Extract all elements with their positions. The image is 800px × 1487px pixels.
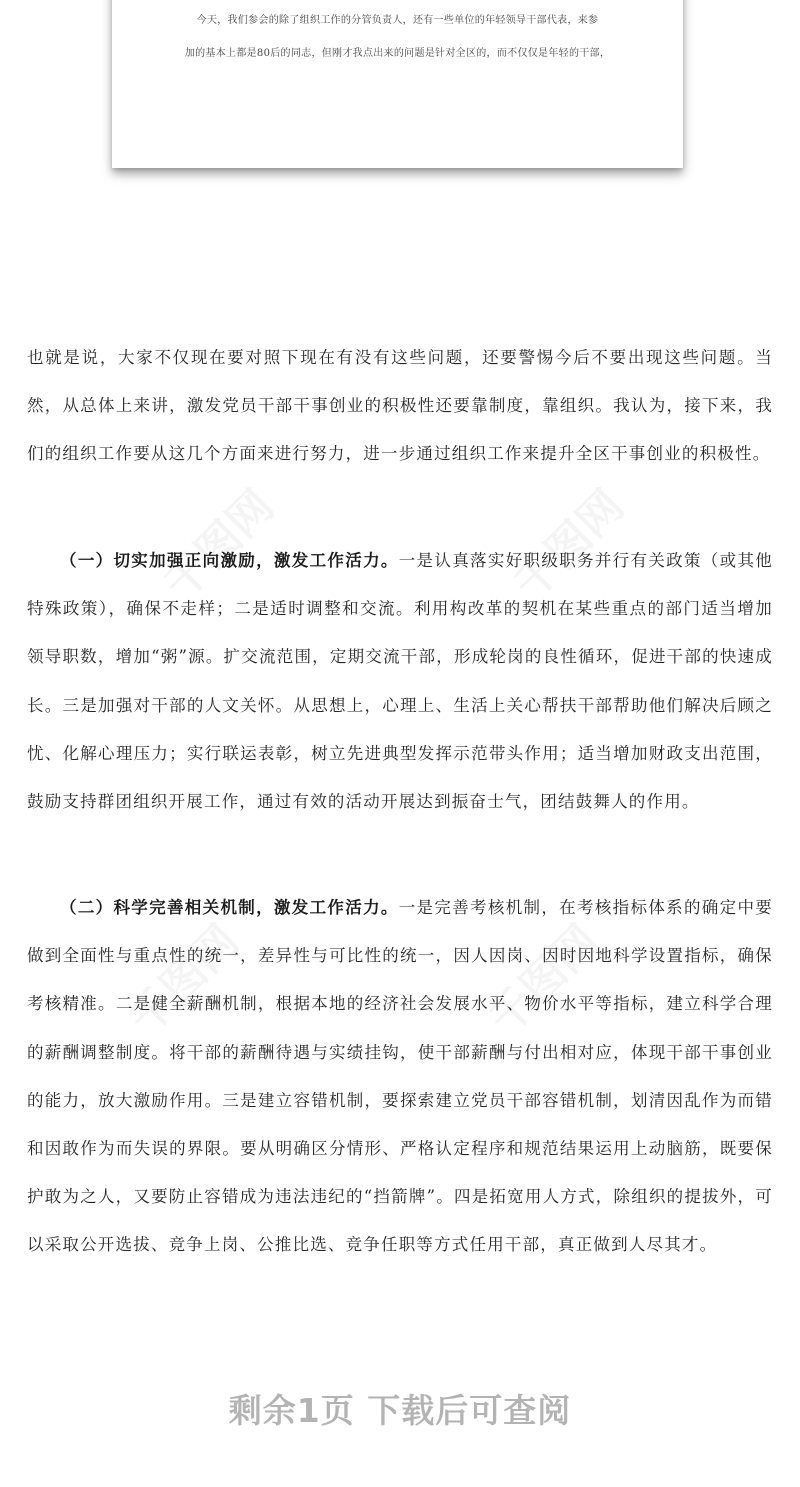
- section-2-heading: （二）科学完善相关机制，激发工作活力。: [60, 898, 399, 917]
- section-1-heading: （一）切实加强正向激励，激发工作活力。: [60, 551, 399, 570]
- paragraph-intro-text: 也就是说，大家不仅现在要对照下现在有没有这些问题，还要警惕今后不要出现这些问题。当然，从总体上来讲，激发党员干部干事创业的积极性还要靠制度，靠组织。我认为，接下来，我们的组织工作要从这几个方面来进行努力，进一步通过组织工作来提升全区干事创业的积极性。: [27, 348, 773, 464]
- preview-line-2: 加的基本上都是80后的同志，但刚才我点出来的问题是针对全区的，而不仅仅是年轻的干部，: [184, 48, 611, 59]
- paragraph-section-1: [27, 537, 773, 826]
- preview-line-1: 今天，我们参会的除了组织工作的分管负责人，还有一些单位的年轻领导干部代表，来参: [196, 15, 599, 26]
- document-preview-card: [112, 0, 683, 168]
- paragraph-section-2-text: [27, 884, 773, 1270]
- remaining-pages-note: 剩余1页 下载后可查阅: [228, 1391, 572, 1430]
- paragraph-section-1-text: [27, 537, 773, 826]
- paragraph-intro: [27, 334, 773, 479]
- section-1-body: 一是认真落实好职级职务并行有关政策（或其他特殊政策），确保不走样；二是适时调整和交流。利用构改革的契机在某些重点的部门适当增加领导职数，增加“粥”源。扩交流范围，定期交流干部，形成轮岗的良性循环，促进干部的快速成长。三是加强对干部的人文关怀。从思想上，心理上、生活上关心帮扶干部帮助他们解决后顾之忧、化解心理压力；实行联运表彰，树立先进典型发挥示范带头作用；适当增加财政支出范围，鼓励支持群团组织开展工作，通过有效的活动开展达到振奋士气，团结鼓舞人的作用。: [27, 551, 773, 812]
- paragraph-section-2: [27, 884, 773, 1270]
- section-2-body: 一是完善考核机制，在考核指标体系的确定中要做到全面性与重点性的统一，差异性与可比性的统一，因人因岗、因时因地科学设置指标，确保考核精准。二是健全薪酬机制，根据本地的经济社会发展水平、物价水平等指标，建立科学合理的薪酬调整制度。将干部的薪酬待遇与实绩挂钩，使干部薪酬与付出相对应，体现干部干事创业的能力，放大激励作用。三是建立容错机制，要探索建立党员干部容错机制，划清因乱作为而错和因敢作为而失误的界限。要从明确区分情形、严格认定程序和规范结果运用上动脑筋，既要保护敢为之人，又要防止容错成为违法违纪的“挡箭牌”。四是拓宽用人方式，除组织的提拔外，可以采取公开选拔、竞争上岗、公推比选、竞争任职等方式任用干部，真正做到人尽其才。: [27, 898, 773, 1255]
